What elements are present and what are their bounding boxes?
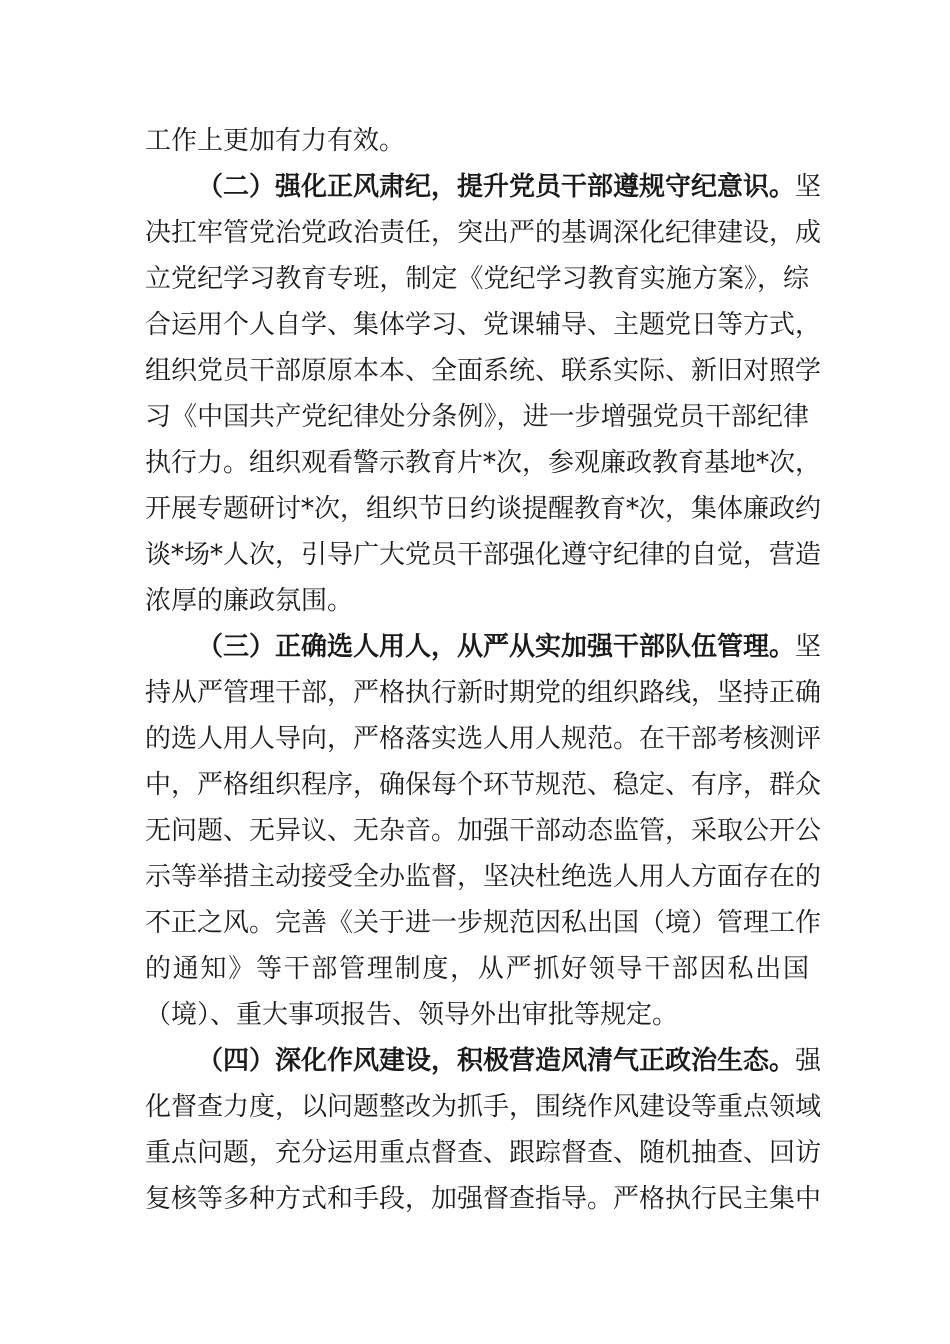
text-line: 工作上更加有力有效。 [145, 126, 406, 156]
text-line: 复核等多种方式和手段，加强督查指导。严格执行民主集中 [145, 1184, 822, 1214]
text-line: 无问题、无异议、无杂音。加强干部动态监管，采取公开公 [145, 816, 822, 846]
text-line: 重点问题，充分运用重点督查、跟踪督查、随机抽查、回访 [145, 1138, 822, 1168]
text-line: 习《中国共产党纪律处分条例》，进一步增强党员干部纪律 [145, 402, 809, 432]
paragraph-heading-line [197, 1044, 822, 1078]
text-line: 合运用个人自学、集体学习、党课辅导、主题党日等方式， [145, 310, 822, 340]
paragraph-heading: （二）强化正风肃纪，提升党员干部遵规守纪意识。 [197, 172, 796, 202]
text-line: 的通知》等干部管理制度，从严抓好领导干部因私出国 [145, 954, 809, 984]
text-line: 谈*场*人次，引导广大党员干部强化遵守纪律的自觉，营造 [145, 540, 822, 570]
paragraph-heading-line [197, 630, 822, 664]
text-line: （境）、重大事项报告、领导外出审批等规定。 [145, 1000, 679, 1030]
text-line: 组织党员干部原原本本、全面系统、联系实际、新旧对照学 [145, 356, 822, 386]
text-line: 不正之风。完善《关于进一步规范因私出国（境）管理工作 [145, 908, 822, 938]
text-line: 的选人用人导向，严格落实选人用人规范。在干部考核测评 [145, 724, 822, 754]
text-fragment: 坚 [795, 632, 822, 662]
text-line: 中，严格组织程序，确保每个环节规范、稳定、有序，群众 [145, 770, 822, 800]
text-fragment: 强 [795, 1046, 822, 1076]
text-line: 立党纪学习教育专班，制定《党纪学习教育实施方案》，综 [145, 264, 809, 294]
paragraph-heading: （三）正确选人用人，从严从实加强干部队伍管理。 [197, 632, 796, 662]
text-line: 开展专题研讨*次，组织节日约谈提醒教育*次，集体廉政约 [145, 494, 822, 524]
text-line: 示等举措主动接受全办监督，坚决杜绝选人用人方面存在的 [145, 862, 822, 892]
paragraph-heading-line [197, 170, 822, 204]
text-line: 决扛牢管党治党政治责任，突出严的基调深化纪律建设，成 [145, 218, 822, 248]
text-line: 持从严管理干部，严格执行新时期党的组织路线，坚持正确 [145, 678, 822, 708]
text-line: 执行力。组织观看警示教育片*次，参观廉政教育基地*次， [145, 448, 822, 478]
text-line: 化督查力度，以问题整改为抓手，围绕作风建设等重点领域 [145, 1092, 822, 1122]
text-fragment: 坚 [795, 172, 822, 202]
paragraph-heading: （四）深化作风建设，积极营造风清气正政治生态。 [197, 1046, 796, 1076]
text-line: 浓厚的廉政氛围。 [145, 586, 354, 616]
